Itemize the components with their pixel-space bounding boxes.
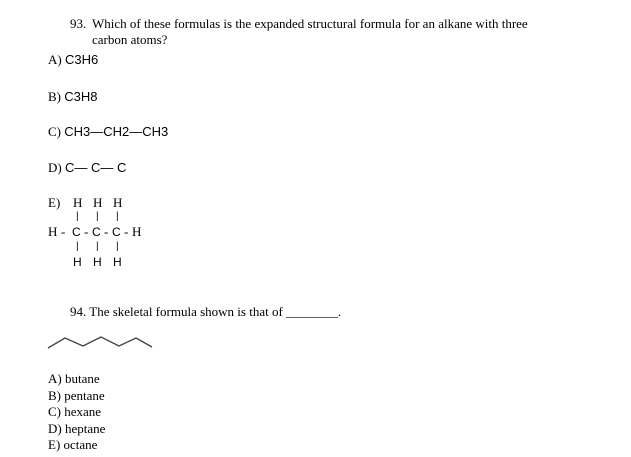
q94-option-d-label: heptane [64, 421, 106, 436]
q93-number: 93. [70, 16, 87, 31]
q93-option-c [48, 124, 168, 140]
q94-option-e-letter: E) [48, 437, 61, 452]
bond-vertical-2: | [96, 211, 99, 222]
skeletal-zigzag-line [48, 337, 152, 348]
bond-vertical-5: | [96, 241, 99, 252]
option-e-dash3: - [104, 224, 109, 239]
q93-question-line2: carbon atoms? [92, 32, 168, 47]
q94-option-b-letter: B) [48, 388, 61, 403]
bond-vertical-1: | [76, 211, 79, 222]
q94-number: 94. [70, 304, 87, 319]
skeletal-formula-diagram [46, 330, 156, 352]
q94-option-d-letter: D) [48, 421, 62, 436]
option-d-letter: D) [48, 160, 62, 175]
option-a-formula: C3H6 [64, 52, 99, 67]
q93-option-a [48, 52, 98, 68]
q93-option-b [48, 89, 98, 105]
q94-option-d [48, 421, 105, 437]
option-e-bottom-h1: H [73, 255, 82, 269]
q94-option-a-label: butane [64, 371, 100, 386]
option-e-bottom-h3: H [113, 255, 122, 269]
q93-option-d [48, 160, 126, 176]
option-e-top-h3: H [113, 195, 123, 210]
option-b-letter: B) [48, 89, 61, 104]
option-c-formula: CH3—CH2—CH3 [64, 124, 169, 139]
q94-option-c-label: hexane [64, 404, 102, 419]
option-e-dash1: - [61, 224, 66, 239]
option-e-c3: C [112, 225, 121, 239]
q93-option-e [47, 196, 167, 276]
option-e-letter: E) [48, 195, 61, 210]
q93-question-line1: Which of these formulas is the expanded structural formula for an alkane with three [92, 16, 528, 31]
option-e-c2: C [92, 225, 101, 239]
option-e-bottom-h2: H [93, 255, 102, 269]
q94-option-a [48, 371, 100, 387]
option-d-formula: C— C— C [64, 160, 127, 175]
option-e-top-h1: H [73, 195, 83, 210]
q94-question [70, 304, 341, 320]
option-e-right-h: H [132, 224, 142, 239]
q94-option-c-letter: C) [48, 404, 61, 419]
option-e-dash2: - [84, 224, 89, 239]
q94-option-b [48, 388, 105, 404]
q94-option-e [48, 437, 97, 453]
q94-option-a-letter: A) [48, 371, 62, 386]
q94-option-b-label: pentane [64, 388, 105, 403]
option-e-c1: C [72, 225, 81, 239]
bond-vertical-4: | [76, 241, 79, 252]
bond-vertical-6: | [116, 241, 119, 252]
option-e-top-h2: H [93, 195, 103, 210]
q94-option-e-label: octane [63, 437, 98, 452]
q94-text: The skeletal formula shown is that of ________. [89, 304, 342, 319]
option-b-formula: C3H8 [64, 89, 98, 104]
option-c-letter: C) [48, 124, 61, 139]
option-e-dash4: - [124, 224, 129, 239]
option-e-left-h: H [48, 224, 58, 239]
option-a-letter: A) [48, 52, 62, 67]
bond-vertical-3: | [116, 211, 119, 222]
q94-option-c [48, 404, 101, 420]
